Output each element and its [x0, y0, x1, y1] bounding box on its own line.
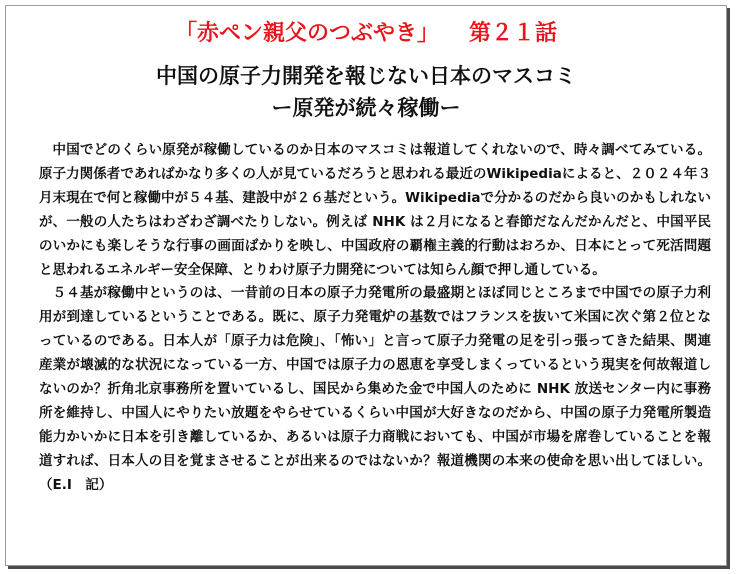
- article-subtitle: ー原発が続々稼働ー: [271, 96, 461, 120]
- episode-number: 第２１話: [469, 21, 558, 46]
- document-frame: [5, 5, 727, 566]
- article-body: [39, 139, 711, 498]
- paragraph: 中国でどのくらい原発が稼働しているのか日本のマスコミは報道してくれないので、時々調べてみている。原子力関係者であればかなり多くの人が見ているだろうと思われる最近のWikipediaによると、２０２４年３月末現在で何と稼働中が５４基、建設中が２６基だという。Wikipediaで分かるのだから良いのかもしれないが、一般の人たちはわざわざ調べたりしない。例えば NHK は２月になると春節だなんだかんだと、中国平民のいかにも楽しそうな行事の画面ばかりを映し、中国政府の覇権主義的行動はおろか、日本にとって死活問題と思われるエネルギー安全保障、とりわけ原子力開発については知らん顔で押し通している。: [39, 142, 711, 278]
- paragraph: ５４基が稼働中というのは、一昔前の日本の原子力発電所の最盛期とほぼ同じところまで中国での原子力利用が到達しているということである。既に、原子力発電炉の基数ではフランスを抜いて米国に次ぐ第２位となっているのである。日本人が「原子力は危険」、「怖い」と言って原子力発電の足を引っ張ってきた結果、関連産業が壊滅的な状況になっている一方、中国では原子力の恩恵を享受しまくっているという現実を何故報道しないのか？折角北京事務所を置いているし、国民から集めた金で中国人のために NHK 放送センター内に事務所を維持し、中国人にやりたい放題をやらせているくらい中国が大好きなのだから、中国の原子力発電所製造能力かいかに日本を引き離しているか、あるいは原子力商戦においても、中国が市場を席巻していることを報道すれば、日本人の目を覚まさせることが出来るのではないか？報道機関の本来の使命を思い出してほしい。（E.I 記）: [39, 285, 711, 493]
- series-heading: [6, 16, 726, 52]
- series-title: 「赤ペン親父のつぶやき」: [174, 21, 439, 46]
- article-title: 中国の原子力開発を報じない日本のマスコミ: [156, 64, 576, 88]
